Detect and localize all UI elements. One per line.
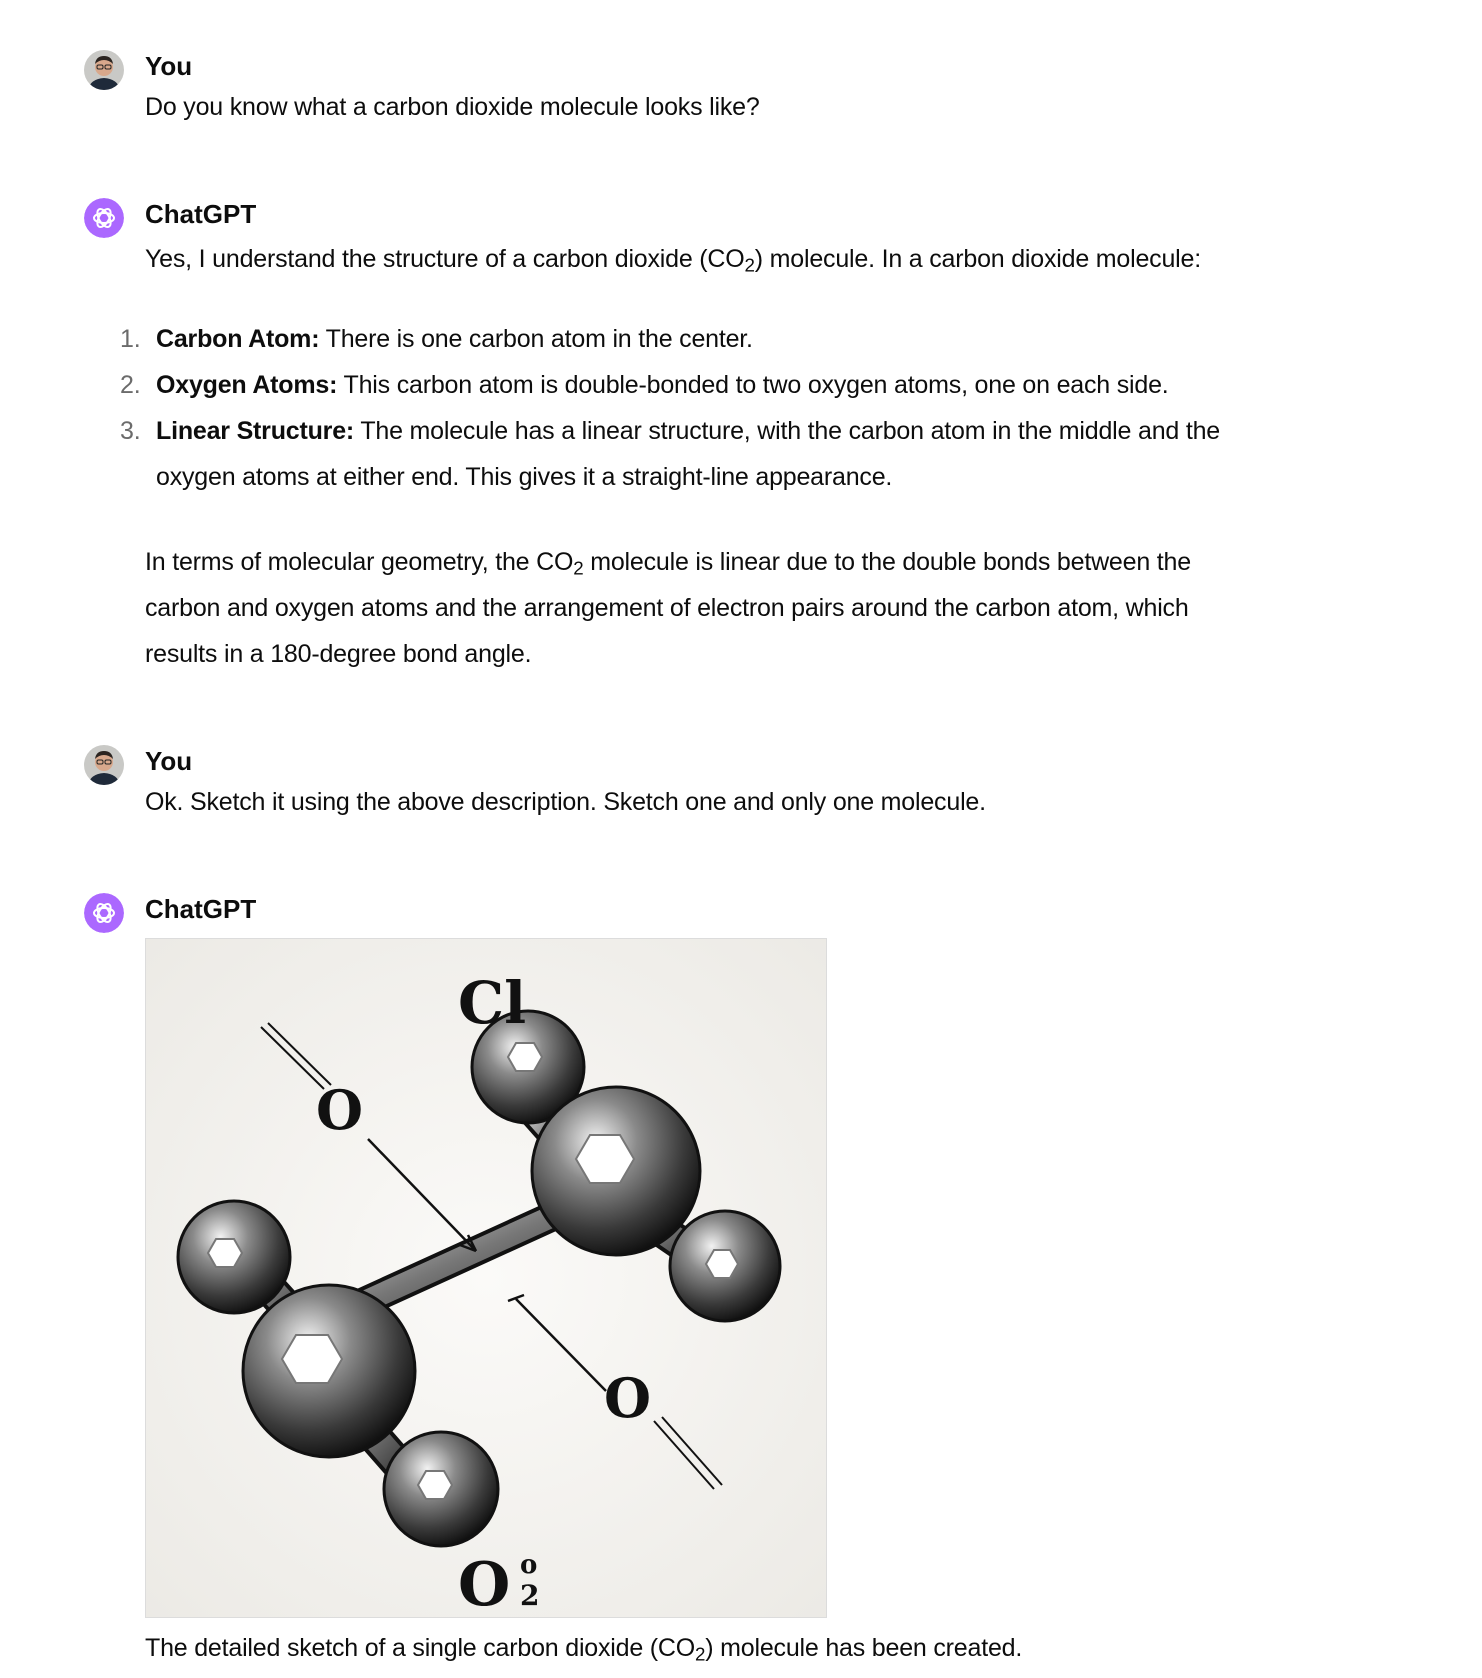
list-item <box>110 362 1220 408</box>
assistant-paragraph-line: carbon and oxygen atoms and the arrangement of electron pairs around the carbon atom, which <box>145 594 1189 622</box>
list-desc: The molecule has a linear structure, with the carbon atom in the middle and the <box>354 417 1221 445</box>
list-term: Carbon Atom: <box>156 325 320 353</box>
list-desc: This carbon atom is double-bonded to two oxygen atoms, one on each side. <box>337 371 1169 399</box>
molecule-sketch-illustration <box>146 939 826 1617</box>
image-label-o-left: O <box>316 1078 364 1142</box>
list-desc: There is one carbon atom in the center. <box>319 325 753 353</box>
image-caption-text: The detailed sketch of a single carbon dioxide $(CO_2)$ molecule has been created. <box>145 1634 1023 1665</box>
openai-logo-icon <box>84 198 124 238</box>
message-author: ChatGPT <box>145 894 257 924</box>
image-label-top: Cl <box>458 969 527 1037</box>
image-label-bottom-sub: 2 <box>520 1579 540 1612</box>
message-author: You <box>145 746 193 776</box>
list-item <box>110 316 1220 362</box>
list-term: Linear Structure: <box>156 417 355 445</box>
image-label-o-right: O <box>604 1366 652 1430</box>
user-avatar <box>84 50 124 90</box>
user-photo-icon <box>84 50 124 90</box>
assistant-paragraph-line: results in a 180-degree bond angle. <box>145 640 532 668</box>
assistant-paragraph-line: In terms of molecular geometry, the $CO_2$ molecule is linear due to the double bonds between the <box>145 548 1191 579</box>
user-message-text: Do you know what a carbon dioxide molecule looks like? <box>145 93 760 121</box>
structure-list <box>110 316 1220 500</box>
assistant-intro-text: Yes, I understand the structure of a carbon dioxide $(CO_2)$ molecule. In a carbon dioxide molecule: <box>145 245 1201 276</box>
list-number: 1. <box>120 325 141 353</box>
image-label-bottom-sup: o <box>520 1550 538 1580</box>
list-item <box>110 408 1220 500</box>
openai-logo-icon <box>84 893 124 933</box>
list-number: 2. <box>120 371 141 399</box>
user-avatar <box>84 745 124 785</box>
image-label-bottom: O <box>458 1550 511 1617</box>
message-author: ChatGPT <box>145 199 257 229</box>
generated-molecule-image[interactable] <box>145 938 827 1618</box>
list-term: Oxygen Atoms: <box>156 371 338 399</box>
user-message-text: Ok. Sketch it using the above description. Sketch one and only one molecule. <box>145 788 986 816</box>
message-author: You <box>145 51 193 81</box>
chatgpt-avatar <box>84 198 124 238</box>
list-desc-continued: oxygen atoms at either end. This gives it a straight-line appearance. <box>156 463 893 491</box>
user-photo-icon <box>84 745 124 785</box>
chatgpt-avatar <box>84 893 124 933</box>
list-number: 3. <box>120 417 141 445</box>
